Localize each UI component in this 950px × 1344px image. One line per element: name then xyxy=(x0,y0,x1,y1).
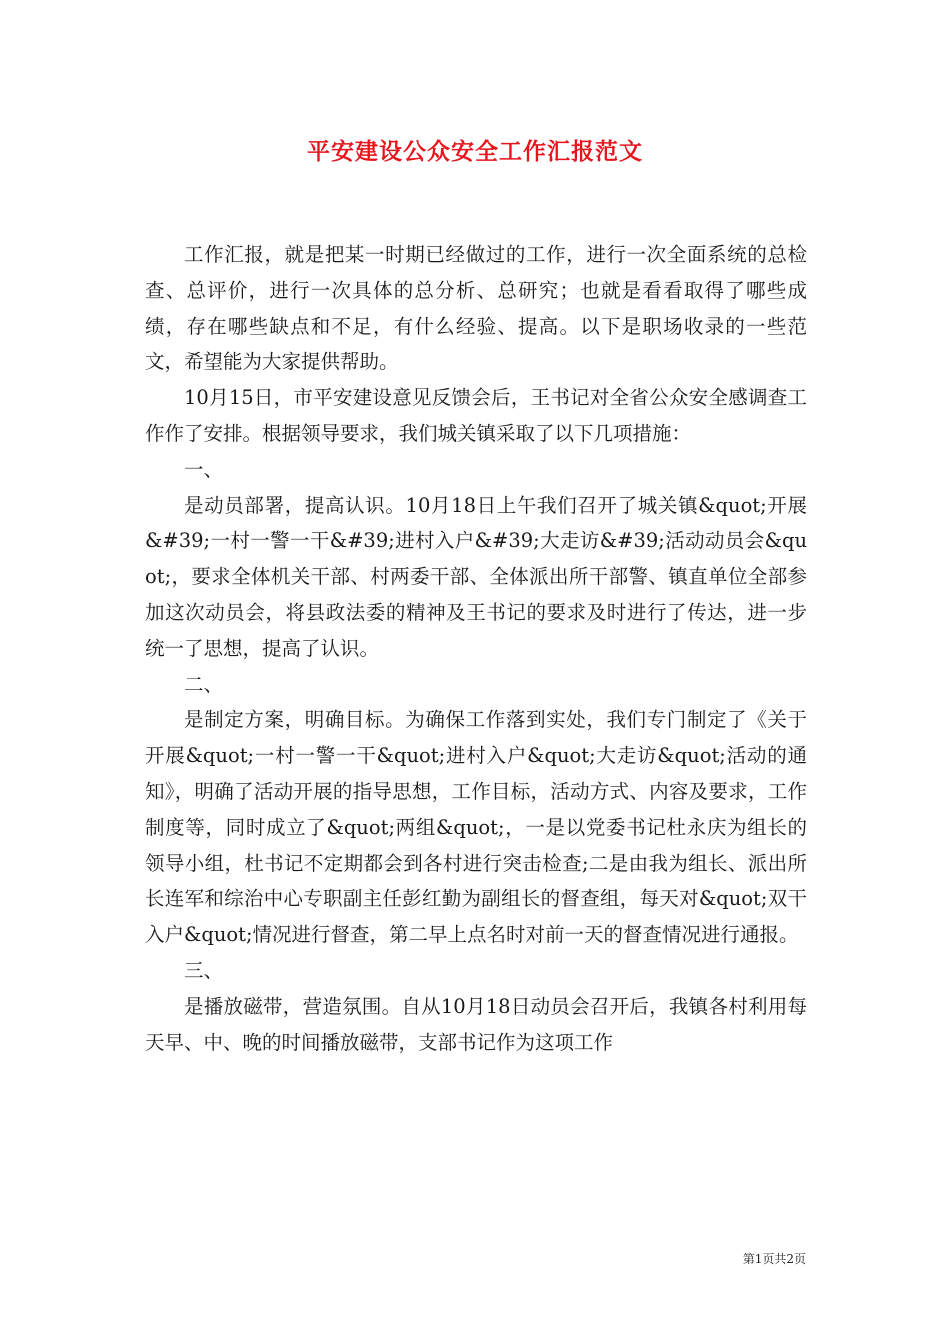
paragraph-section-3: 是播放磁带，营造氛围。自从10月18日动员会召开后，我镇各村利用每天早、中、晚的时间播放磁带，支部书记作为这项工作 xyxy=(145,994,807,1054)
page-number: 第1页共2页 xyxy=(742,1252,806,1266)
paragraph-intro: 工作汇报，就是把某一时期已经做过的工作，进行一次全面系统的总检查、总评价，进行一次具体的总分析、总研究；也就是看看取得了哪些成绩，存在哪些缺点和不足，有什么经验、提高。以下是职场收录的一些范文，希望能为大家提供帮助。 xyxy=(145,243,807,374)
document-title: 平安建设公众安全工作汇报范文 xyxy=(307,138,643,165)
section-heading-1: 一、 xyxy=(184,457,224,481)
paragraph-section-2: 是制定方案，明确目标。为确保工作落到实处，我们专门制定了《关于开展&quot;一村一警一干&quot;进村入户&quot;大走访&quot;活动的通知》，明确了活动开展的指导思想，工作目标，活动方式、内容及要求，工作制度等，同时成立了&quot;两组&quot;，一是以党委书记杜永庆为组长的领导小组，杜书记不定期都会到各村进行突击检查;二是由我为组长、派出所长连军和综治中心专职副主任彭红勤为副组长的督查组，每天对&quot;双干入户&quot;情况进行督查，第二早上点名时对前一天的督查情况进行通报。 xyxy=(145,708,807,947)
paragraph-section-1: 是动员部署，提高认识。10月18日上午我们召开了城关镇&quot;开展&#39;一村一警一干&#39;进村入户&#39;大走访&#39;活动动员会&quot;，要求全体机关干部、村两委干部、全体派出所干部警、镇直单位全部参加这次动员会，将县政法委的精神及王书记的要求及时进行了传达，进一步统一了思想，提高了认识。 xyxy=(145,493,807,660)
document-body xyxy=(145,237,807,1060)
section-heading-3: 三、 xyxy=(184,958,224,982)
paragraph-background: 10月15日，市平安建设意见反馈会后，王书记对全省公众安全感调查工作作了安排。根据领导要求，我们城关镇采取了以下几项措施： xyxy=(145,386,807,445)
section-heading-2: 二、 xyxy=(184,672,224,696)
